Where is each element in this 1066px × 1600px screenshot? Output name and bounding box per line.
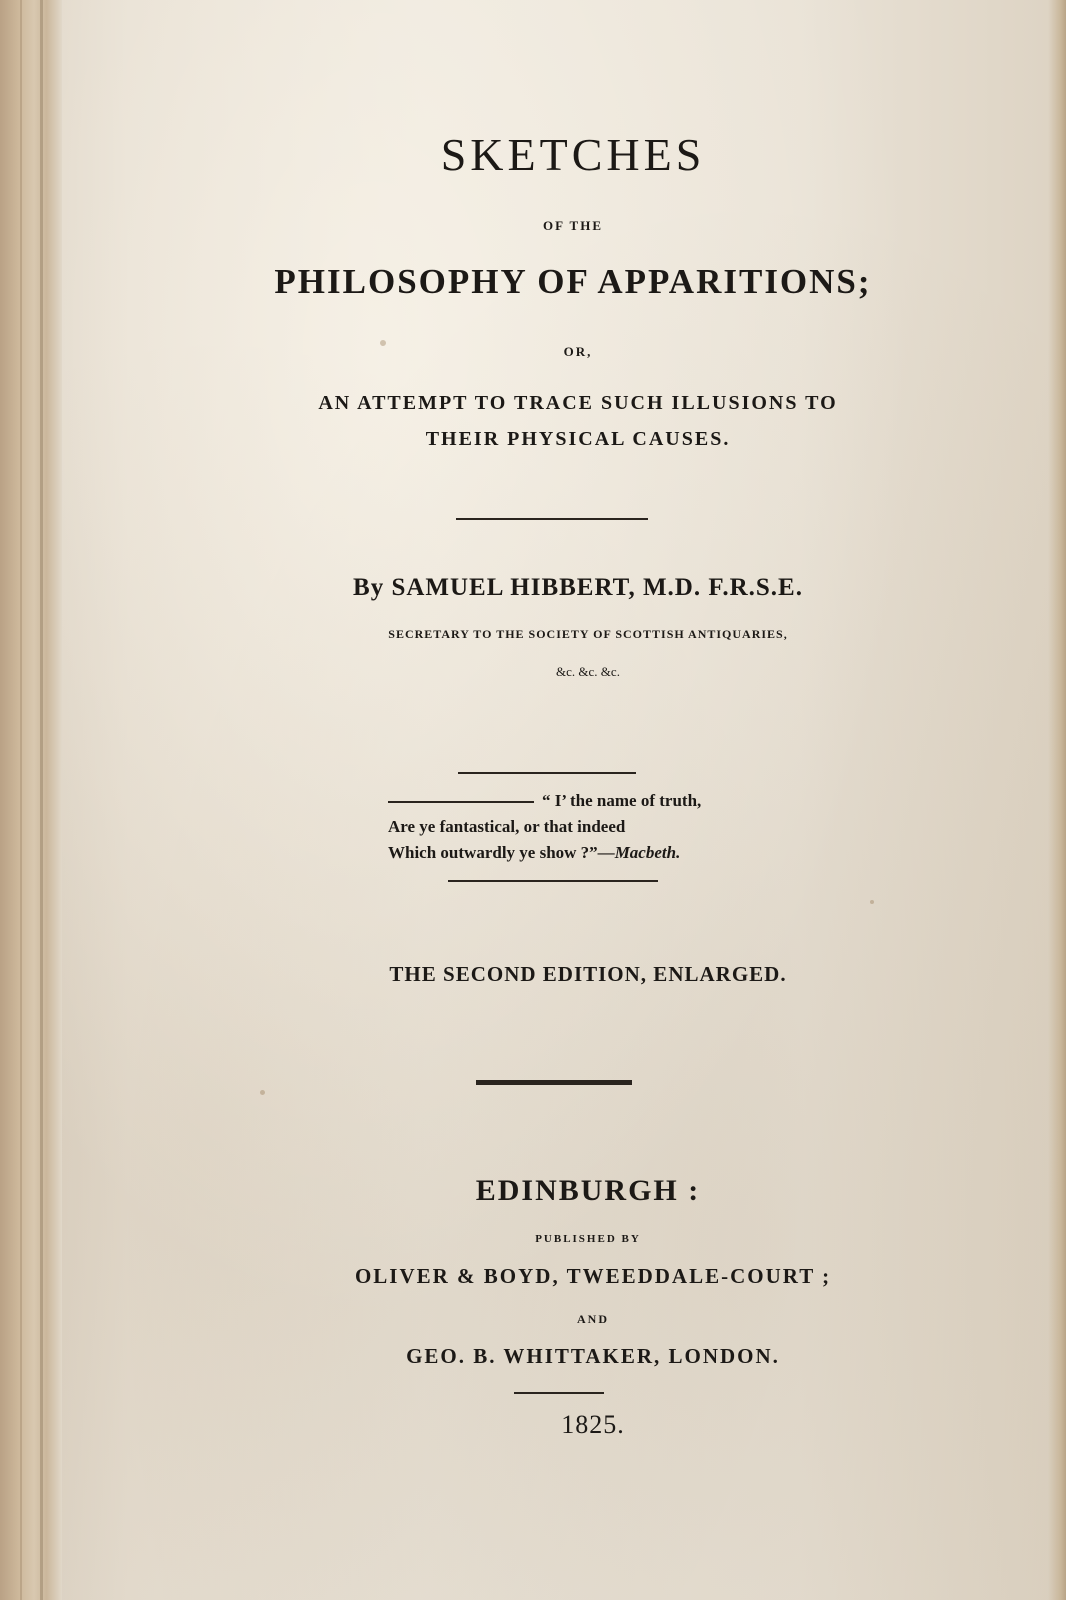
- epigraph-dash: [388, 801, 534, 803]
- edition-statement: THE SECOND EDITION, ENLARGED.: [389, 962, 787, 986]
- epigraph-text: “ I’ the name of truth,: [542, 791, 702, 810]
- author-role: SECRETARY TO THE SOCIETY OF SCOTTISH ANTIQUARIES,: [388, 627, 788, 641]
- published-by: PUBLISHED BY: [535, 1233, 641, 1245]
- paper-speck: [260, 1090, 265, 1095]
- title-connector: OF THE: [542, 218, 604, 233]
- divider-rule-thick: [476, 1080, 632, 1085]
- imprint-city: EDINBURGH :: [475, 1174, 701, 1207]
- epigraph-line: [388, 788, 808, 814]
- book-subtitle: PHILOSOPHY OF APPARITIONS;: [274, 262, 872, 301]
- epigraph-line: Are ye fantastical, or that indeed: [388, 817, 626, 836]
- author-line: By SAMUEL HIBBERT, M.D. F.R.S.E.: [353, 574, 803, 601]
- divider-rule: [458, 772, 636, 774]
- divider-rule: [448, 880, 658, 882]
- epigraph-line: [388, 840, 808, 866]
- alternate-title-line-1: AN ATTEMPT TO TRACE SUCH ILLUSIONS TO: [318, 392, 838, 414]
- alternate-title-line-2: THEIR PHYSICAL CAUSES.: [425, 428, 731, 450]
- publication-year: 1825.: [561, 1410, 625, 1439]
- epigraph-source: Macbeth.: [614, 843, 681, 862]
- divider-rule: [514, 1392, 604, 1394]
- book-title: SKETCHES: [440, 129, 706, 180]
- paper-speck: [870, 900, 874, 904]
- divider-rule: [456, 518, 648, 520]
- alternate-title-connector: OR,: [563, 344, 593, 359]
- publisher-secondary: GEO. B. WHITTAKER, LONDON.: [406, 1344, 780, 1368]
- author-etc: &c. &c. &c.: [556, 664, 620, 679]
- publisher-primary: OLIVER & BOYD, TWEEDDALE-COURT ;: [354, 1264, 832, 1288]
- epigraph: [388, 788, 808, 866]
- publisher-connector: AND: [577, 1312, 609, 1326]
- epigraph-text: Which outwardly ye show ?”—: [388, 843, 615, 862]
